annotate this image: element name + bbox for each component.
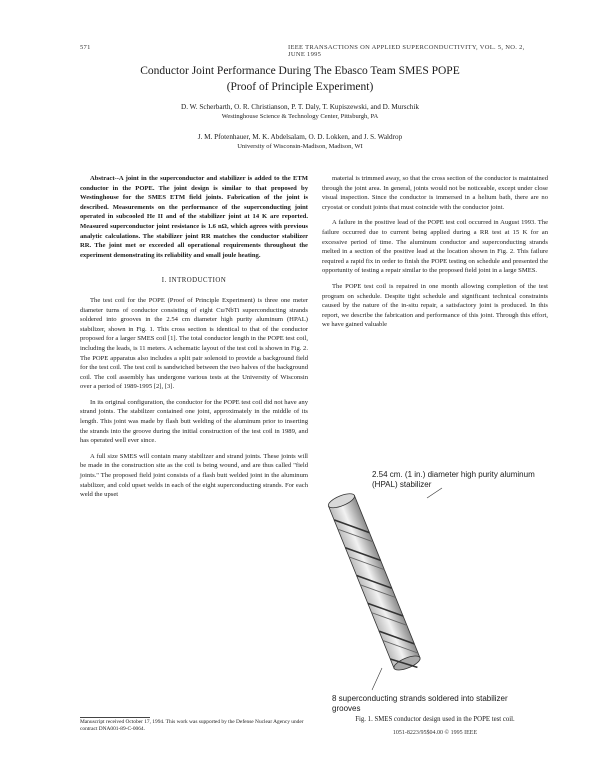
left-column	[80, 174, 308, 506]
body-paragraph: A full size SMES will contain many stabilizer and strand joints. These joints will be made in the construction site as the coil is being wound, and are thus called "field joints." The proposed field joint consists of a flash butt welded joint in the aluminum stabilizer, and cold upset welds in each of the eight superconducting strands. For each weld the upset	[80, 452, 308, 499]
body-paragraph: A failure in the positive lead of the POPE test coil occurred in August 1993. The failure occurred due to current being applied during a RR test at 15 K for an excessive period of time. The aluminum conductor and superconducting strands melted in a section of the positive lead at the location shown in Fig. 2. This failure required a rapid fix in order to finish the POPE testing on schedule and presented the opportunity of testing a repair similar to the proposed field joint in a large SMES.	[322, 219, 548, 275]
body-paragraph: The POPE test coil is repaired in one month allowing completion of the test program on schedule. Despite tight schedule and significant technical constraints caused by the nature of the in-situ repair, a satisfactory joint is produced. In this report, we describe the fabrication and performance of this joint. Through this effort, we have gained valuable	[322, 282, 548, 329]
figure-1	[322, 448, 548, 718]
right-column	[322, 174, 548, 336]
body-paragraph: material is trimmed away, so that the cross section of the conductor is maintained through the joint area. In general, joints would not be noticeable, except under close visual inspection. Since the conductor is immersed in a helium bath, there are no cryostat or conduit joints that must coincide with the conductor joint.	[322, 175, 548, 211]
copyright-line: 1051-8223/95$04.00 © 1995 IEEE	[392, 730, 478, 736]
figure-caption: Fig. 1. SMES conductor design used in the POPE test coil.	[355, 716, 515, 723]
abstract: Abstract--A joint in the superconductor and stabilizer is added to the ETM conductor in the POPE. The joint design is similar to that proposed by Westinghouse for the SMES ETM field joints. Fabrication of the joint is described. Measurements on the performance of the superconducting joint operated in subcooled He II and of the stabilizer joint at 14 K are reported. Measured superconductor joint resistance is 1.6 nΩ, which agrees with previous analytic calculations. The stabilizer joint RR matches the conductor stabilizer RR. The joint met or exceeded all operational requirements throughout the experiment demonstrating its reliability and small joule heating.	[80, 175, 308, 259]
paper-subtitle: (Proof of Principle Experiment)	[226, 81, 374, 93]
section-heading: I. INTRODUCTION	[161, 277, 227, 285]
affiliation-1: Westinghouse Science & Technology Center, Pittsburgh, PA	[221, 113, 379, 120]
body-paragraph: In its original configuration, the conductor for the POPE test coil did not have any strand joints. The stabilizer contained one joint, approximately in the middle of its length. This joint was made by flash butt welding of the aluminum prior to inserting the strands into the groove during the initial construction of the test coil in 1989, and has operated well ever since.	[80, 398, 308, 445]
page-number: 571	[80, 44, 91, 51]
affiliation-2: University of Wisconsin-Madison, Madison, WI	[237, 143, 363, 150]
body-paragraph: The test coil for the POPE (Proof of Principle Experiment) is three one meter diameter turns of conductor consisting of eight Cu/NbTi superconducting strands soldered into grooves in the 2.54 cm diameter high purity aluminum (HPAL) stabilizer, shown in Fig. 1. This cross section is identical to that of the conductor proposed for a larger SMES coil [1]. The total conductor length in the POPE test coil, including the leads, is 11 meters. A schematic layout of the test coil is shown in Fig. 2. The POPE apparatus also includes a split pair solenoid to provide a background field for the test coil. The test coil is sandwiched between the two halves of the background coil. The coil assembly has undergone various tests at the University of Wisconsin over a period of 1989-1995 [2], [3].	[80, 296, 308, 391]
paper-title: Conductor Joint Performance During The Ebasco Team SMES POPE	[140, 65, 460, 77]
journal-header: IEEE TRANSACTIONS ON APPLIED SUPERCONDUCTIVITY, VOL. 5, NO. 2, JUNE 1995	[288, 44, 525, 58]
footnote: Manuscript received October 17, 1994. This work was supported by the Defense Nuclear Agency under contract DNA001-89-C-0064.	[80, 719, 304, 732]
author-list-1: D. W. Scherbarth, O. R. Christianson, P. T. Daly, T. Kupiszewski, and D. Murschik	[181, 103, 419, 111]
figure-label-strands: 8 superconducting strands soldered into stabilizer grooves	[332, 694, 508, 713]
figure-label-stabilizer: 2.54 cm. (1 in.) diameter high purity aluminum (HPAL) stabilizer	[372, 470, 535, 489]
footnote-rule	[80, 717, 150, 718]
author-list-2: J. M. Pfotenhauer, M. K. Abdelsalam, O. D. Lokken, and J. S. Waldrop	[197, 133, 403, 141]
